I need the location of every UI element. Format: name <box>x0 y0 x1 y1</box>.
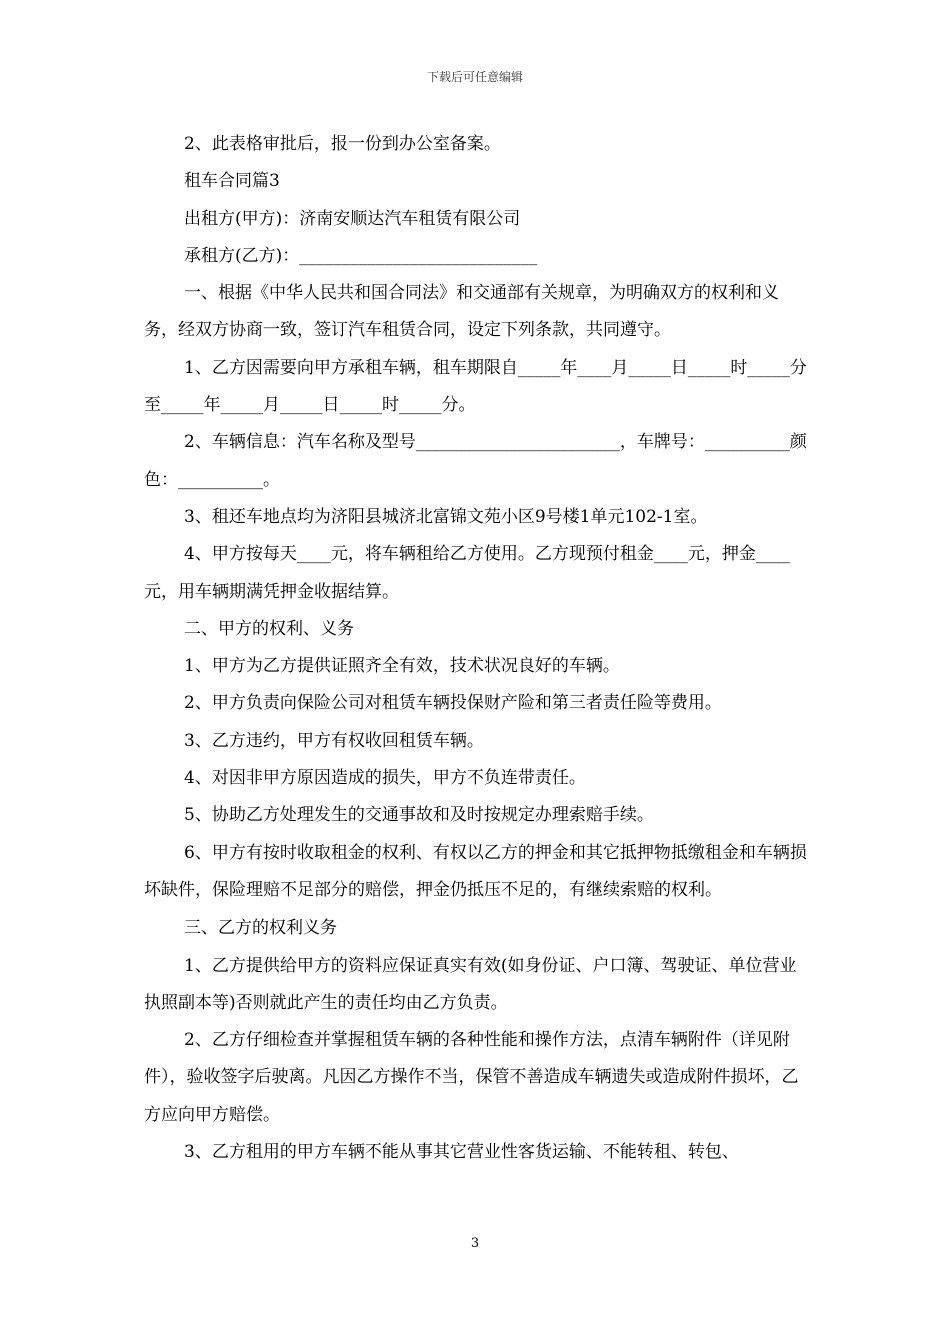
clause-heading: 三、乙方的权利义务 <box>184 918 337 939</box>
page-number: 3 <box>470 1236 480 1251</box>
paragraph: 2、乙方仔细检查并掌握租赁车辆的各种性能和操作方法，点清车辆附件（详见附件），验收签字后驶离。凡因乙方操作不当，保管不善造成车辆遗失或造成附件损坏，乙方应向甲方赔偿。 <box>144 1030 799 1125</box>
page-header: 下载后可任意编辑 <box>426 70 523 84</box>
section-title: 租车合同篇3 <box>184 171 280 192</box>
paragraph: 5、协助乙方处理发生的交通事故和及时按规定办理索赔手续。 <box>184 805 654 826</box>
paragraph: 3、乙方租用的甲方车辆不能从事其它营业性客货运输、不能转租、转包、 <box>184 1142 739 1163</box>
paragraph: 6、甲方有按时收取租金的权利、有权以乙方的押金和其它抵押物抵缴租金和车辆损坏缺件，保险理赔不足部分的赔偿，押金仍抵压不足的，有继续索赔的权利。 <box>144 842 807 900</box>
lessor-line: 出租方(甲方)：济南安顺达汽车租赁有限公司 <box>184 208 521 229</box>
lessee-line: 承租方(乙方)：____________________________ <box>184 245 538 266</box>
clause-heading: 二、甲方的权利、义务 <box>184 618 354 639</box>
clause-heading: 一、根据《中华人民共和国合同法》和交通部有关规章，为明确双方的权利和义务，经双方协商一致，签订汽车租赁合同，设定下列条款，共同遵守。 <box>144 283 779 341</box>
paragraph: 3、乙方违约，甲方有权收回租赁车辆。 <box>184 730 484 751</box>
paragraph: 1、甲方为乙方提供证照齐全有效，技术状况良好的车辆。 <box>184 656 620 677</box>
paragraph: 1、乙方提供给甲方的资料应保证真实有效(如身份证、户口簿、驾驶证、单位营业执照副本等)否则就此产生的责任均由乙方负责。 <box>144 955 797 1013</box>
paragraph: 2、此表格审批后，报一份到办公室备案。 <box>184 134 501 154</box>
paragraph: 1、乙方因需要向甲方承租车辆，租车期限自_____年____月_____日_____时_____分至_____年_____月_____日_____时_____分。 <box>144 357 807 416</box>
paragraph: 4、甲方按每天____元，将车辆租给乙方使用。乙方现预付租金____元，押金____元，用车辆期满凭押金收据结算。 <box>144 544 790 602</box>
paragraph: 2、车辆信息：汽车名称及型号________________________，车牌号：__________颜色：__________。 <box>144 432 807 490</box>
paragraph: 3、租还车地点均为济阳县城济北富锦文苑小区9号楼1单元102-1室。 <box>184 506 708 527</box>
paragraph: 4、对因非甲方原因造成的损失，甲方不负连带责任。 <box>184 768 586 789</box>
document-body <box>144 126 812 1171</box>
paragraph: 2、甲方负责向保险公司对租赁车辆投保财产险和第三者责任险等费用。 <box>184 693 722 714</box>
